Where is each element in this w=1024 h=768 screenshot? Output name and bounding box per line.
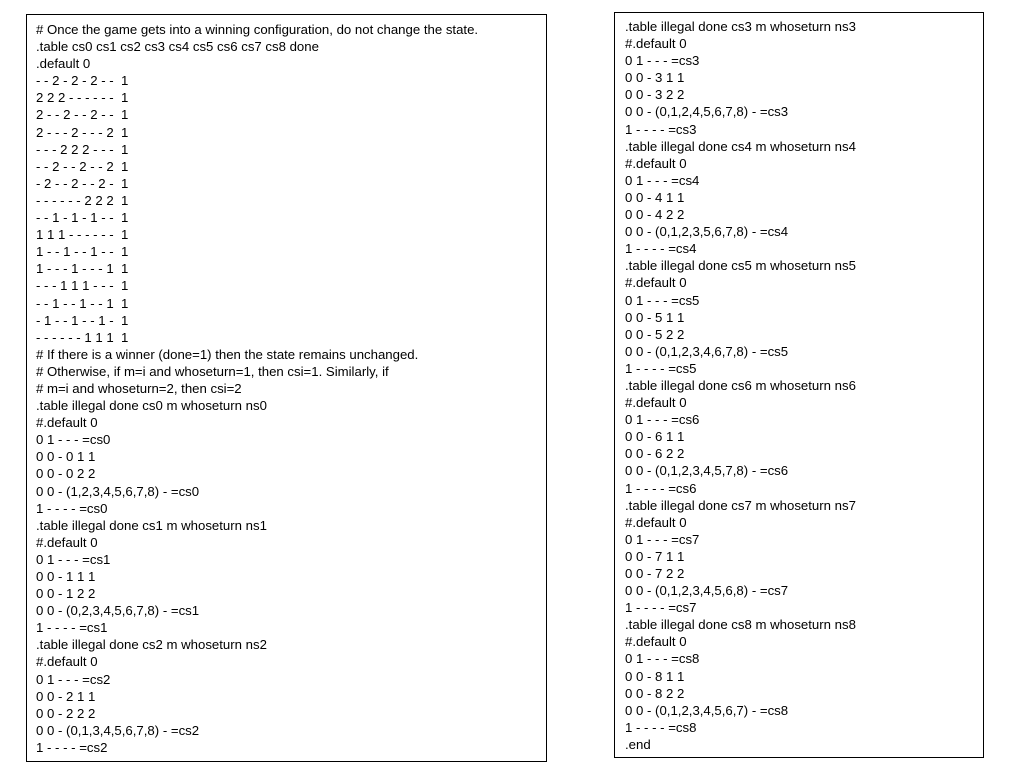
left-code-panel: [26, 14, 547, 762]
code-line: 0 0 - (0,1,2,4,5,6,7,8) - =cs3: [625, 104, 789, 120]
code-line: .table illegal done cs5 m whoseturn ns5: [625, 258, 856, 274]
code-line: #.default 0: [625, 155, 687, 171]
code-line: 0 0 - 2 1 1: [36, 688, 96, 704]
code-line: 1 - - - - =cs5: [625, 360, 697, 376]
code-line: .table illegal done cs4 m whoseturn ns4: [625, 138, 856, 154]
right-code-panel: [614, 12, 984, 758]
code-line: #.default 0: [625, 36, 687, 52]
code-line: 0 0 - (0,1,3,4,5,6,7,8) - =cs2: [36, 722, 200, 738]
code-line: 0 0 - 7 2 2: [625, 566, 685, 581]
code-line: 0 0 - 1 1 1: [36, 569, 96, 584]
code-line: 2 - - 2 - - 2 - - 1: [36, 107, 129, 123]
code-line: - - 1 - 1 - 1 - - 1: [36, 210, 129, 226]
code-line: - - - - - - 1 1 1 1: [36, 329, 129, 345]
code-line: #.default 0: [36, 654, 98, 670]
code-line: - - 2 - 2 - 2 - - 1: [36, 73, 129, 89]
code-line: # Otherwise, if m=i and whoseturn=1, then csi=1. Similarly, if: [36, 363, 389, 379]
code-line: .table cs0 cs1 cs2 cs3 cs4 cs5 cs6 cs7 cs8 done: [36, 39, 319, 55]
code-line: 0 0 - 8 2 2: [625, 685, 685, 701]
code-line: # m=i and whoseturn=2, then csi=2: [36, 380, 242, 396]
code-line: 0 1 - - - =cs6: [625, 412, 700, 428]
code-line: 1 - - - - =cs0: [36, 500, 108, 516]
code-line: 0 0 - 6 2 2: [625, 446, 685, 462]
code-line: 0 0 - 3 1 1: [625, 70, 685, 86]
code-line: 0 0 - 0 1 1: [36, 449, 96, 465]
code-line: 1 - - - - =cs3: [625, 121, 697, 137]
code-line: 0 0 - 2 2 2: [36, 705, 96, 721]
code-line: .table illegal done cs6 m whoseturn ns6: [625, 377, 856, 393]
code-line: 0 0 - 1 2 2: [36, 586, 96, 602]
code-line: 2 - - - 2 - - - 2 1: [36, 124, 129, 140]
code-line: 0 0 - (0,1,2,3,4,6,7,8) - =cs5: [625, 343, 789, 359]
code-line: 0 0 - 5 1 1: [625, 309, 685, 325]
code-line: 1 - - - - =cs2: [36, 739, 108, 755]
code-line: 0 1 - - - =cs0: [36, 432, 111, 448]
code-line: #.default 0: [625, 514, 687, 530]
code-line: 1 - - - - =cs4: [625, 241, 697, 257]
code-line: 2 2 2 - - - - - - 1: [36, 90, 129, 106]
code-line: .table illegal done cs3 m whoseturn ns3: [625, 19, 856, 34]
code-line: .table illegal done cs7 m whoseturn ns7: [625, 497, 856, 513]
code-line: .table illegal done cs1 m whoseturn ns1: [36, 517, 267, 533]
code-line: 0 0 - 7 1 1: [625, 548, 685, 564]
code-line: 0 0 - 6 1 1: [625, 429, 685, 445]
code-line: 0 0 - 4 1 1: [625, 189, 685, 205]
code-line: 0 0 - 0 2 2: [36, 466, 96, 482]
code-line: 0 0 - 8 1 1: [625, 668, 685, 684]
code-line: # If there is a winner (done=1) then the state remains unchanged.: [36, 346, 419, 362]
code-line: - 2 - - 2 - - 2 - 1: [36, 175, 129, 191]
code-line: 1 - - - - =cs7: [625, 600, 697, 616]
code-line: .table illegal done cs8 m whoseturn ns8: [625, 617, 856, 633]
code-line: #.default 0: [36, 415, 98, 431]
code-line: 0 0 - (0,1,2,3,4,5,6,7) - =cs8: [625, 702, 789, 718]
code-line: 0 0 - 3 2 2: [625, 87, 685, 103]
code-line: - - 1 - - 1 - - 1 1: [36, 295, 129, 311]
code-line: 0 0 - (1,2,3,4,5,6,7,8) - =cs0: [36, 483, 200, 499]
code-line: 0 1 - - - =cs3: [625, 53, 700, 69]
code-line: - - - 2 2 2 - - - 1: [36, 141, 129, 157]
code-line: - - - 1 1 1 - - - 1: [36, 278, 129, 294]
code-line: #.default 0: [625, 275, 687, 291]
code-line: 1 - - - - =cs1: [36, 620, 108, 636]
code-line: # Once the game gets into a winning configuration, do not change the state.: [36, 22, 479, 37]
code-line: #.default 0: [625, 634, 687, 650]
code-line: 0 1 - - - =cs7: [625, 531, 700, 547]
code-line: 0 0 - 4 2 2: [625, 207, 685, 223]
code-line: 1 - - - - =cs8: [625, 719, 697, 735]
code-line: - - 2 - - 2 - - 2 1: [36, 158, 129, 174]
code-line: 1 1 1 - - - - - - 1: [36, 227, 129, 243]
code-line: 0 1 - - - =cs8: [625, 651, 700, 667]
code-line: .table illegal done cs2 m whoseturn ns2: [36, 637, 267, 653]
code-line: 0 1 - - - =cs2: [36, 671, 111, 687]
code-line: 1 - - - 1 - - - 1 1: [36, 261, 129, 277]
code-line: 1 - - 1 - - 1 - - 1: [36, 244, 129, 260]
code-line: .end: [625, 736, 651, 752]
code-line: 0 1 - - - =cs1: [36, 551, 111, 567]
code-line: .default 0: [36, 56, 91, 72]
code-line: .table illegal done cs0 m whoseturn ns0: [36, 398, 267, 414]
code-line: - - - - - - 2 2 2 1: [36, 192, 129, 208]
code-line: #.default 0: [625, 395, 687, 411]
code-line: 0 0 - (0,2,3,4,5,6,7,8) - =cs1: [36, 603, 200, 619]
code-line: 1 - - - - =cs6: [625, 480, 697, 496]
code-line: 0 0 - (0,1,2,3,5,6,7,8) - =cs4: [625, 224, 789, 240]
code-line: 0 0 - (0,1,2,3,4,5,7,8) - =cs6: [625, 463, 789, 479]
code-line: 0 0 - 5 2 2: [625, 326, 685, 342]
code-line: - 1 - - 1 - - 1 - 1: [36, 312, 129, 328]
code-line: 0 1 - - - =cs4: [625, 172, 700, 188]
code-line: 0 0 - (0,1,2,3,4,5,6,8) - =cs7: [625, 583, 789, 599]
code-line: #.default 0: [36, 534, 98, 550]
code-line: 0 1 - - - =cs5: [625, 292, 700, 308]
